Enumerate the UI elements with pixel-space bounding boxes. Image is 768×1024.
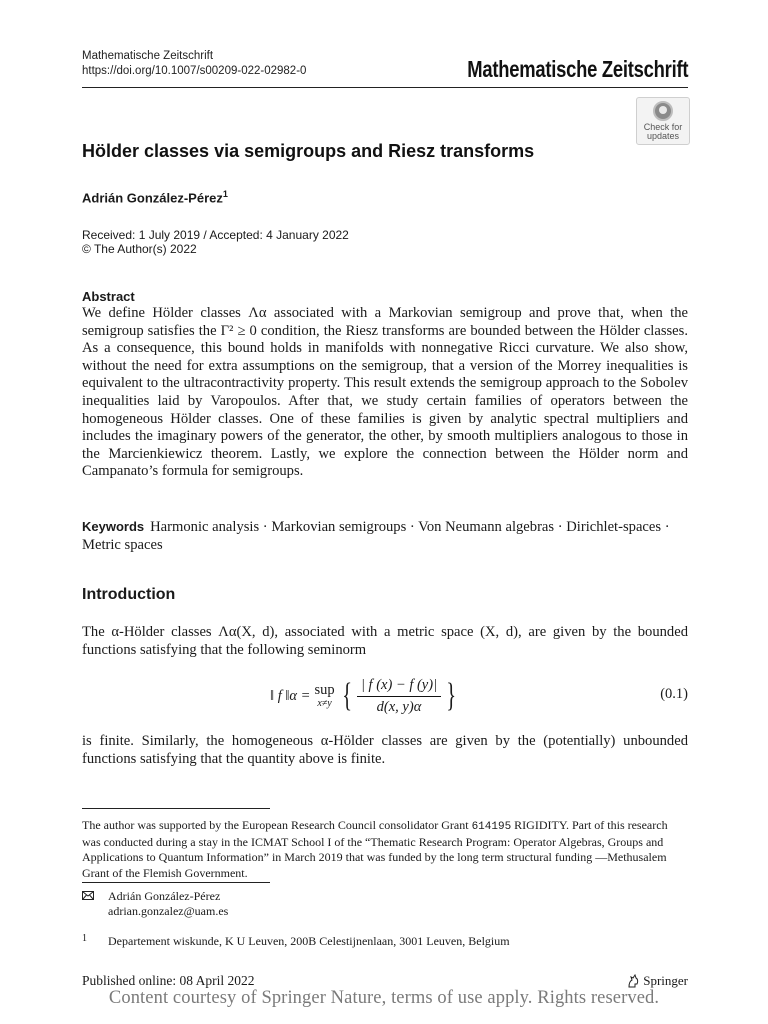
intro-paragraph-2: is finite. Similarly, the homogeneous α-Hölder classes are given by the (potentially) unbounded functions satisfying that the quantity above is finite. <box>82 733 688 767</box>
eq-numerator: | f (x) − f (y)| <box>357 677 441 697</box>
keywords <box>82 518 688 554</box>
springer-label: Springer <box>643 973 688 988</box>
intro-paragraph-1: The α-Hölder classes Λα(X, d), associated with a metric space (X, d), are given by the bounded functions satisfying that the following seminorm <box>82 624 688 658</box>
check-for-updates-badge[interactable] <box>636 97 690 145</box>
footnote-rule <box>82 808 270 809</box>
badge-line-1: Check for <box>643 122 683 132</box>
springer-logo <box>626 973 688 989</box>
article-title: Hölder classes via semigroups and Riesz transforms <box>82 141 535 161</box>
eq-denominator: d(x, y)α <box>376 698 422 715</box>
author-line <box>82 189 228 205</box>
badge-line-2: updates <box>646 131 680 141</box>
contact-block <box>108 889 228 919</box>
contact-email[interactable]: adrian.gonzalez@uam.es <box>108 904 229 918</box>
abstract-heading: Abstract <box>82 289 135 304</box>
doi-link[interactable]: https://doi.org/10.1007/s00209-022-02982-0 <box>82 65 307 77</box>
received-dates: Received: 1 July 2019 / Accepted: 4 January 2022 <box>82 228 349 242</box>
check-updates-icon <box>653 101 673 121</box>
eq-sup <box>314 683 334 710</box>
affiliation-number: 1 <box>82 933 87 944</box>
eq-lhs: ‖ f ‖α = <box>270 687 311 704</box>
affiliation: Departement wiskunde, K U Leuven, 200B Celestijnenlaan, 3001 Leuven, Belgium <box>108 934 510 948</box>
header-rule <box>82 87 688 88</box>
author-affil-marker: 1 <box>222 189 228 199</box>
funding-text-b: RIGIDITY. Part of this research was conducted during a stay in the ICMAT School I of the “Thematic Research Program: Operator Algebras, Groups and Applications to Quantum Information” in March 2019 that was funded by the long term structural funding —Methusalem Grant of the Flemish Government. <box>82 818 668 880</box>
funding-footnote <box>82 818 688 881</box>
contact-name: Adrián González-Pérez <box>108 889 221 903</box>
eq-left-brace: { <box>341 677 352 714</box>
equation-0-1 <box>270 676 459 716</box>
keywords-label: Keywords <box>82 519 145 534</box>
journal-name-small: Mathematische Zeitschrift <box>82 50 214 62</box>
envelope-icon <box>82 891 94 900</box>
contact-rule <box>82 882 270 883</box>
published-online: Published online: 08 April 2022 <box>82 973 255 988</box>
springer-horse-icon <box>626 974 640 988</box>
eq-fraction <box>357 677 441 716</box>
introduction-heading: Introduction <box>82 586 176 603</box>
funding-text-a: The author was supported by the European Research Council consolidator Grant <box>82 818 469 832</box>
author-name: Adrián González-Pérez <box>82 190 223 206</box>
eq-sup-label: sup <box>314 681 335 698</box>
eq-right-brace: } <box>446 677 457 714</box>
eq-sup-sub: x≠y <box>317 698 332 710</box>
journal-title: Mathematische Zeitschrift <box>467 56 688 82</box>
keywords-list: Harmonic analysis · Markovian semigroups · Von Neumann algebras · Dirichlet-spaces · Metric spaces <box>82 519 670 553</box>
abstract-text: We define Hölder classes Λα associated with a Markovian semigroup and prove that, when the semigroup satisfies the Γ² ≥ 0 condition, the Riesz transforms are bounded between the Hölder classes. As a consequence, this bound holds in manifolds with nonnegative Ricci curvature. We also show, without the need for extra assumptions on the semigroup, that a version of the Morrey inequalities is equivalent to the ultracontractivity property. This result extends the semigroup approach to the Sobolev inequalities laid by Varopoulos. After that, we study certain families of operators between the homogeneous Hölder classes. One of these families is given by analytic spectral multipliers and includes the imaginary powers of the generator, the other, by smooth multipliers analogous to those in the Marcienkiewicz theorem. Lastly, we explore the connection between the Hölder norm and Campanato’s formula for semigroups. <box>82 305 688 480</box>
grant-number: 614195 <box>471 821 512 833</box>
copyright-line: © The Author(s) 2022 <box>82 242 197 256</box>
courtesy-watermark: Content courtesy of Springer Nature, terms of use apply. Rights reserved. <box>108 988 660 1008</box>
equation-number: (0.1) <box>660 686 688 702</box>
